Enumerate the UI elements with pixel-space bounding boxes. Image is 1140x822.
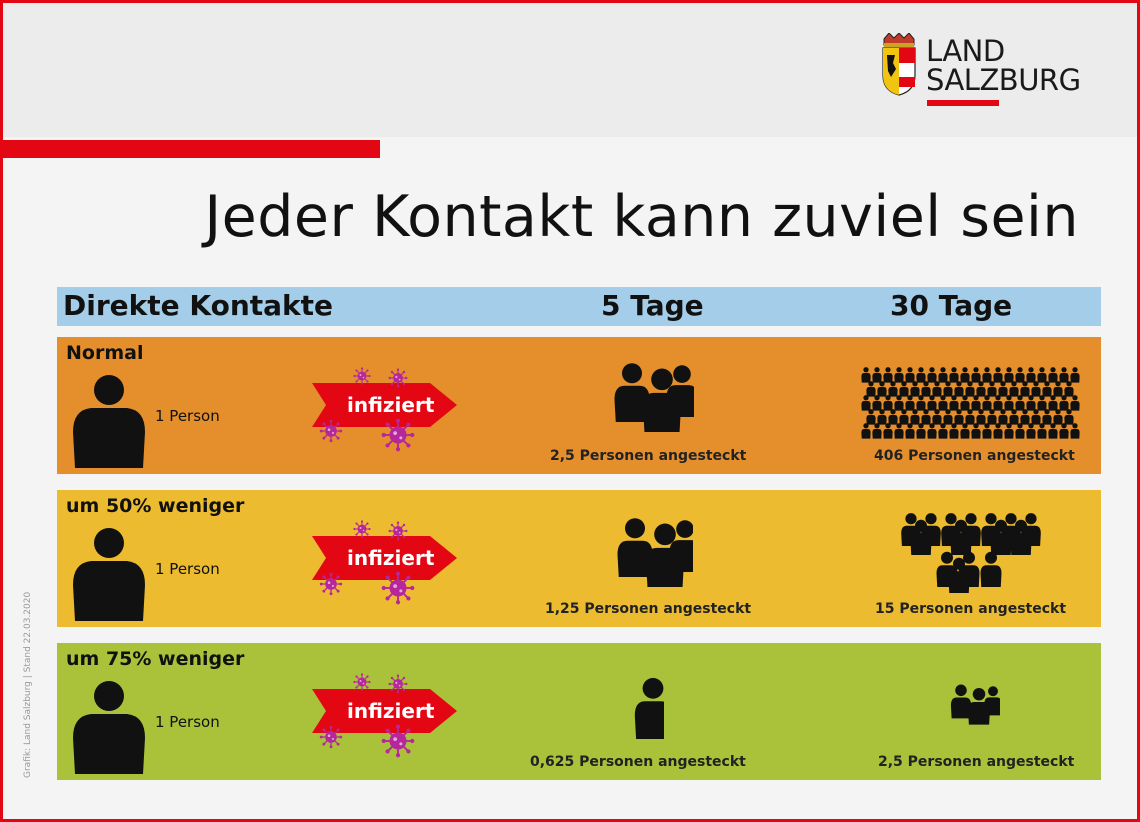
coat-of-arms-icon (879, 33, 919, 97)
people-group-icon (602, 357, 702, 447)
five-days-caption: 1,25 Personen angesteckt (545, 601, 752, 617)
logo-text-salzburg: SALZBURG (926, 63, 1081, 97)
page-title: Jeder Kontakt kann zuviel sein (204, 184, 1079, 250)
thirty-days-caption: 2,5 Personen angesteckt (878, 754, 1075, 770)
person-icon (69, 676, 149, 776)
thirty-days-caption: 406 Personen angesteckt (874, 448, 1075, 464)
header-30-days: 30 Tage (890, 289, 1013, 322)
person-count-label: 1 Person (155, 713, 220, 731)
infected-label: infiziert (347, 393, 435, 417)
red-accent-bar (3, 140, 380, 158)
row-title: um 75% weniger (66, 648, 245, 670)
infected-arrow (312, 365, 462, 464)
row-50-percent-less (57, 490, 1101, 627)
crowd-icon (899, 512, 1044, 594)
header-5-days: 5 Tage (601, 289, 704, 322)
infected-arrow (312, 671, 462, 770)
infected-arrow (312, 518, 462, 617)
row-normal (57, 337, 1101, 474)
infected-label: infiziert (347, 699, 435, 723)
person-count-label: 1 Person (155, 407, 220, 425)
logo-underline (927, 100, 999, 106)
thirty-days-caption: 15 Personen angesteckt (875, 601, 1067, 617)
five-days-caption: 0,625 Personen angesteckt (530, 754, 746, 770)
person-count-label: 1 Person (155, 560, 220, 578)
header-direct-contacts: Direkte Kontakte (63, 289, 334, 322)
half-person-icon (623, 665, 673, 755)
row-title: Normal (66, 342, 144, 364)
row-75-percent-less (57, 643, 1101, 780)
row-title: um 50% weniger (66, 495, 245, 517)
person-icon (69, 523, 149, 623)
land-salzburg-logo (879, 33, 1089, 113)
person-icon (69, 370, 149, 470)
crowd-icon (860, 364, 1082, 442)
infected-label: infiziert (347, 546, 435, 570)
logo-text-land: LAND (926, 34, 1005, 68)
table-header (57, 287, 1101, 326)
five-days-caption: 2,5 Personen angesteckt (550, 448, 747, 464)
people-group-icon (605, 512, 705, 602)
people-group-small-icon (943, 677, 1005, 735)
side-credit: Grafik: Land Salzburg | Stand 22.03.2020 (23, 591, 33, 778)
